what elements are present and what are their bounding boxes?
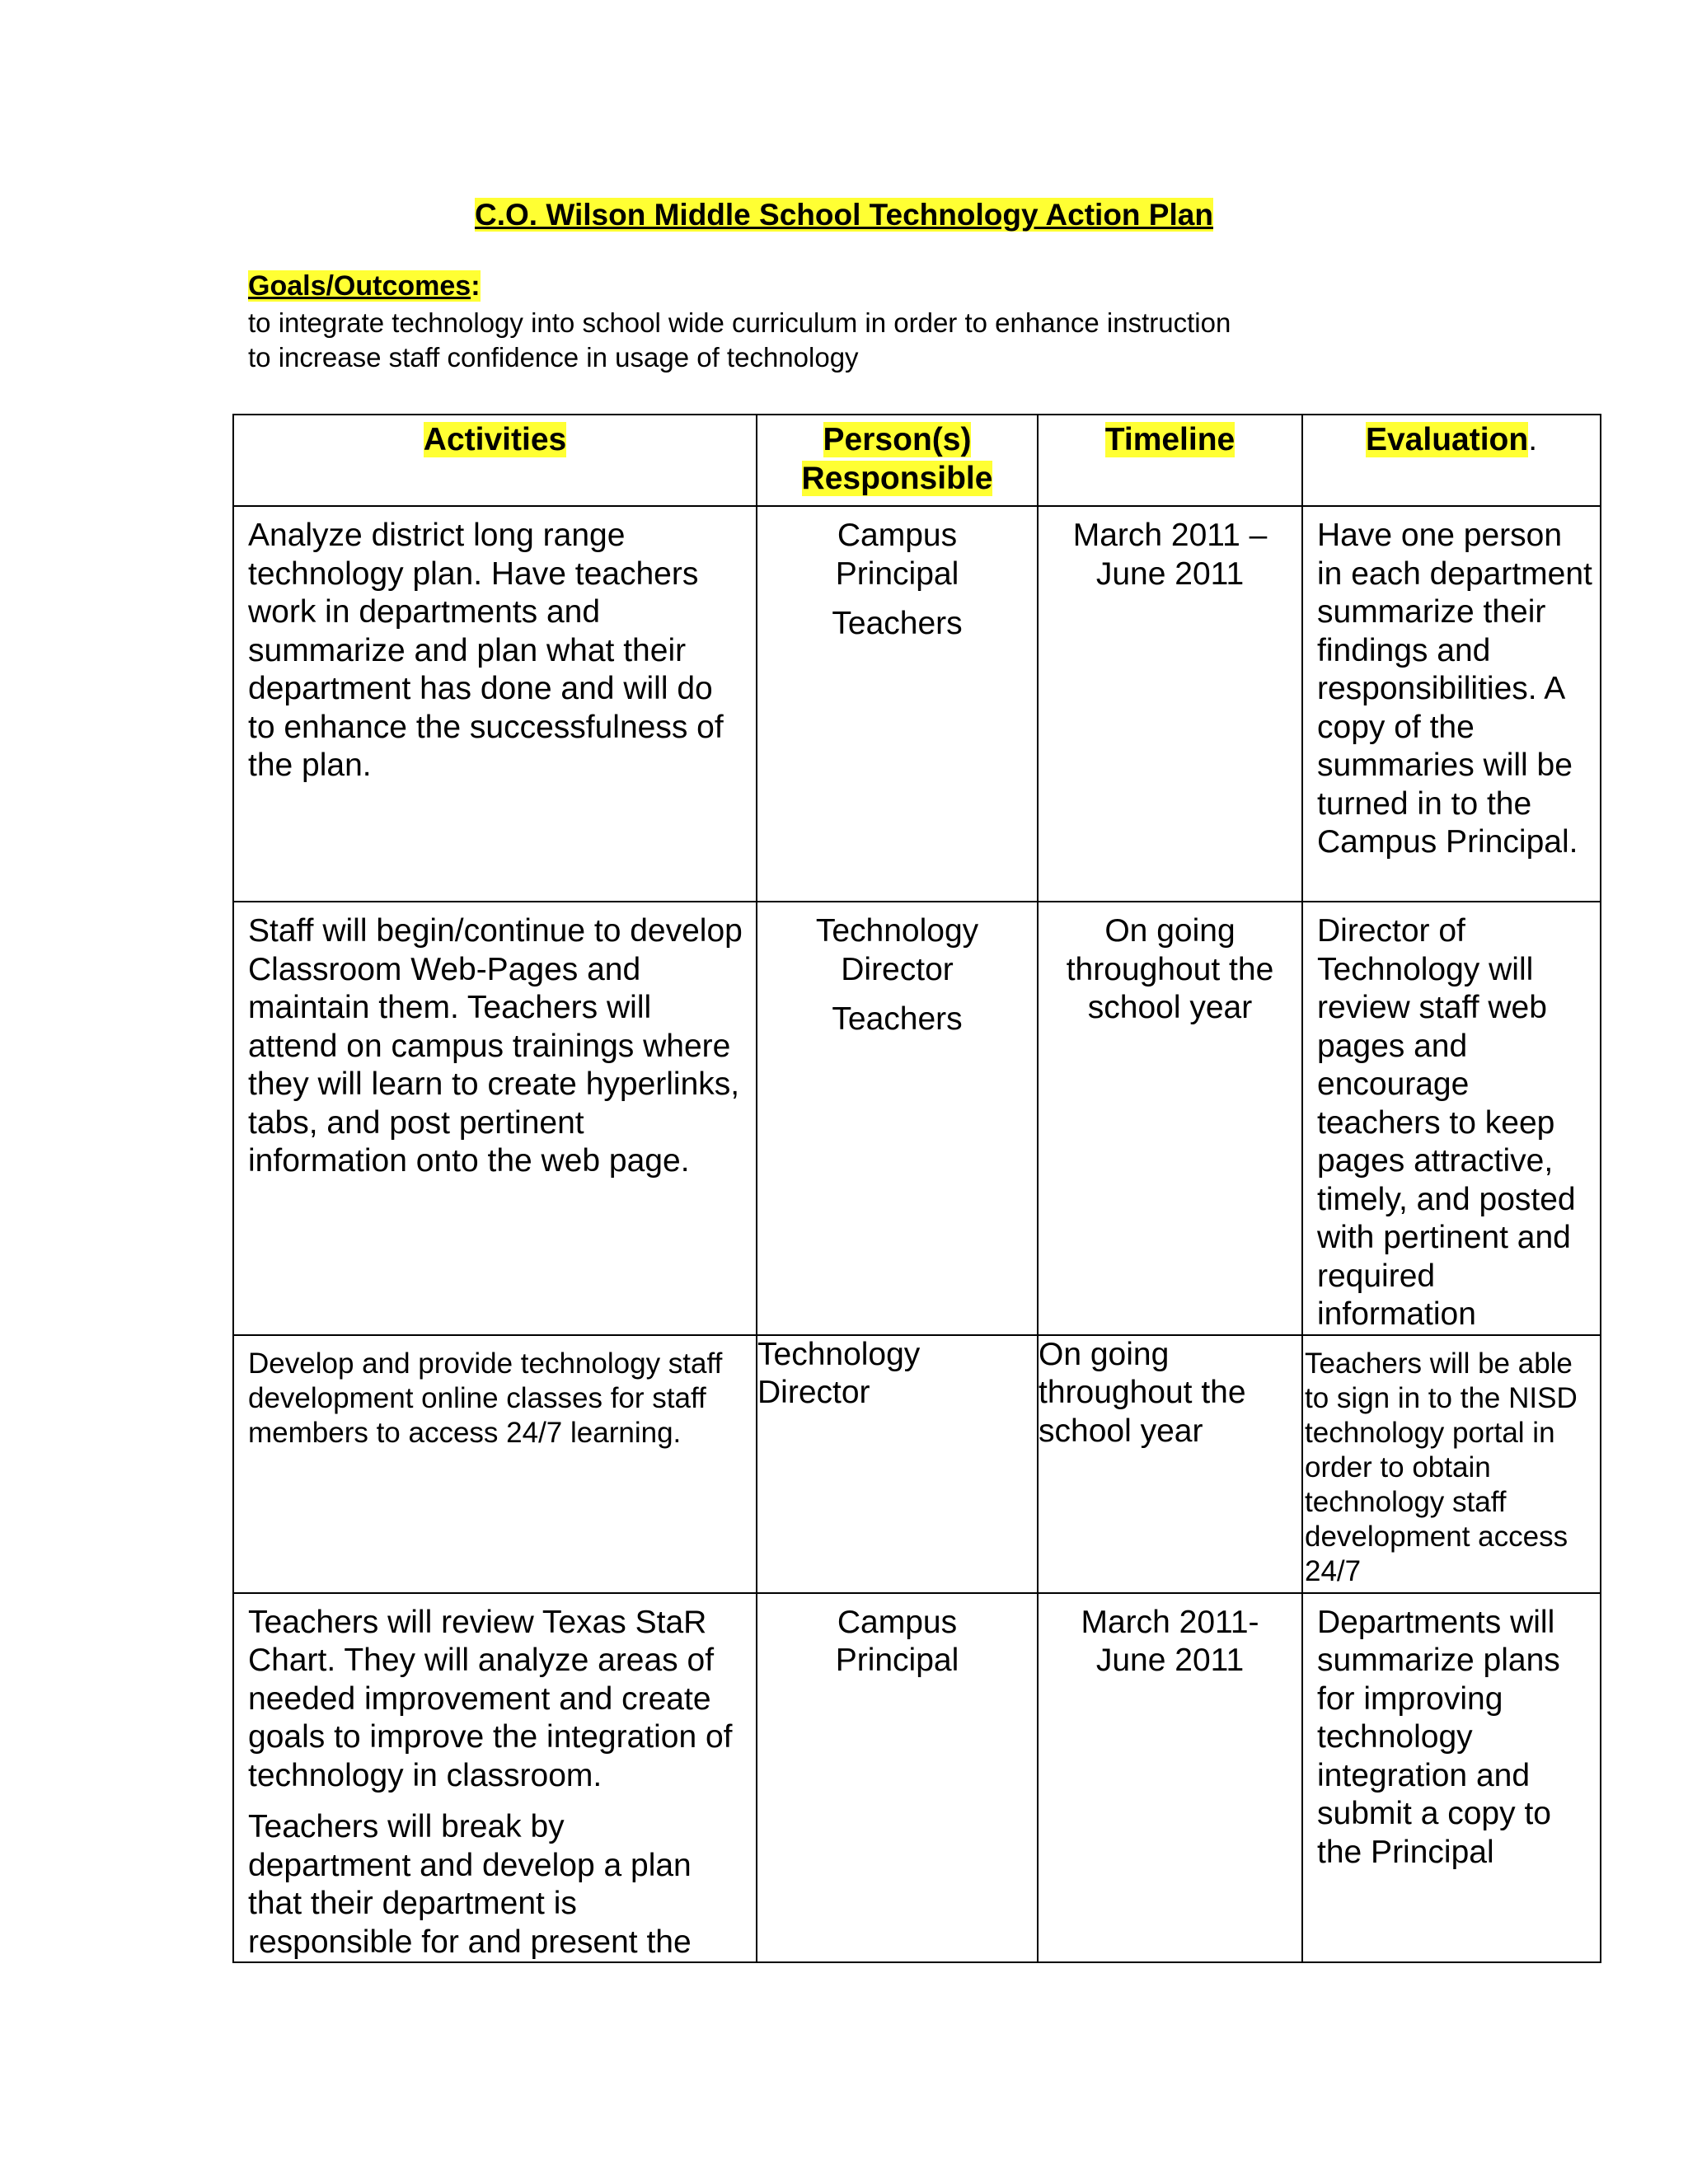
table-row [233,1335,1601,1593]
activity-cell: Analyze district long range technology plan. Have teachers work in departments and summarize and plan what their department has done and will do to enhance the successfulness of the plan. [233,506,757,902]
document-title: C.O. Wilson Middle School Technology Action Plan [475,198,1213,232]
timeline-cell: March 2011 – June 2011 [1038,506,1302,902]
header-timeline: Timeline [1038,415,1302,506]
goals-heading-colon: : [471,270,481,302]
goal-item: to increase staff confidence in usage of technology [248,342,859,373]
header-activities: Activities [233,415,757,506]
goals-heading [248,270,481,302]
activity-cell: Develop and provide technology staff development online classes for staff members to access 24/7 learning. [233,1335,757,1593]
evaluation-cell: Director of Technology will review staff web pages and encourage teachers to keep pages attractive, timely, and posted with pertinent and required information [1302,902,1601,1335]
table-row [233,1593,1601,1963]
evaluation-cell: Departments will summarize plans for improving technology integration and submit a copy to the Principal [1302,1593,1601,1963]
persons-cell: Technology Director Teachers [757,902,1038,1335]
header-persons-responsible: Person(s) Responsible [757,415,1038,506]
evaluation-cell: Have one person in each department summarize their findings and responsibilities. A copy of the summaries will be turned in to the Campus Principal. [1302,506,1601,902]
evaluation-cell: Teachers will be able to sign in to the NISD technology portal in order to obtain technology staff development access 24/7 [1302,1335,1601,1593]
activity-cell: Staff will begin/continue to develop Classroom Web-Pages and maintain them. Teachers will attend on campus trainings where they will learn to create hyperlinks, tabs, and post pertinent information onto the web page. [233,902,757,1335]
document-title-wrap [0,198,1688,232]
activity-cell: Teachers will review Texas StaR Chart. They will analyze areas of needed improvement and create goals to improve the integration of technology in classroom. Teachers will break by department and develop a plan that their department is responsible for and present the [233,1593,757,1963]
timeline-cell: March 2011- June 2011 [1038,1593,1302,1963]
goal-item: to integrate technology into school wide curriculum in order to enhance instruction [248,307,1231,338]
persons-cell: Campus Principal Teachers [757,506,1038,902]
table-row [233,902,1601,1335]
timeline-cell: On going throughout the school year [1038,1335,1302,1593]
table-row [233,506,1601,902]
persons-cell: Campus Principal [757,1593,1038,1963]
table-header-row [233,415,1601,506]
goals-heading-text: Goals/Outcomes [248,270,471,302]
timeline-cell: On going throughout the school year [1038,902,1302,1335]
header-evaluation: Evaluation. [1302,415,1601,506]
persons-cell: Technology Director [757,1335,1038,1593]
action-plan-table [232,414,1601,1963]
